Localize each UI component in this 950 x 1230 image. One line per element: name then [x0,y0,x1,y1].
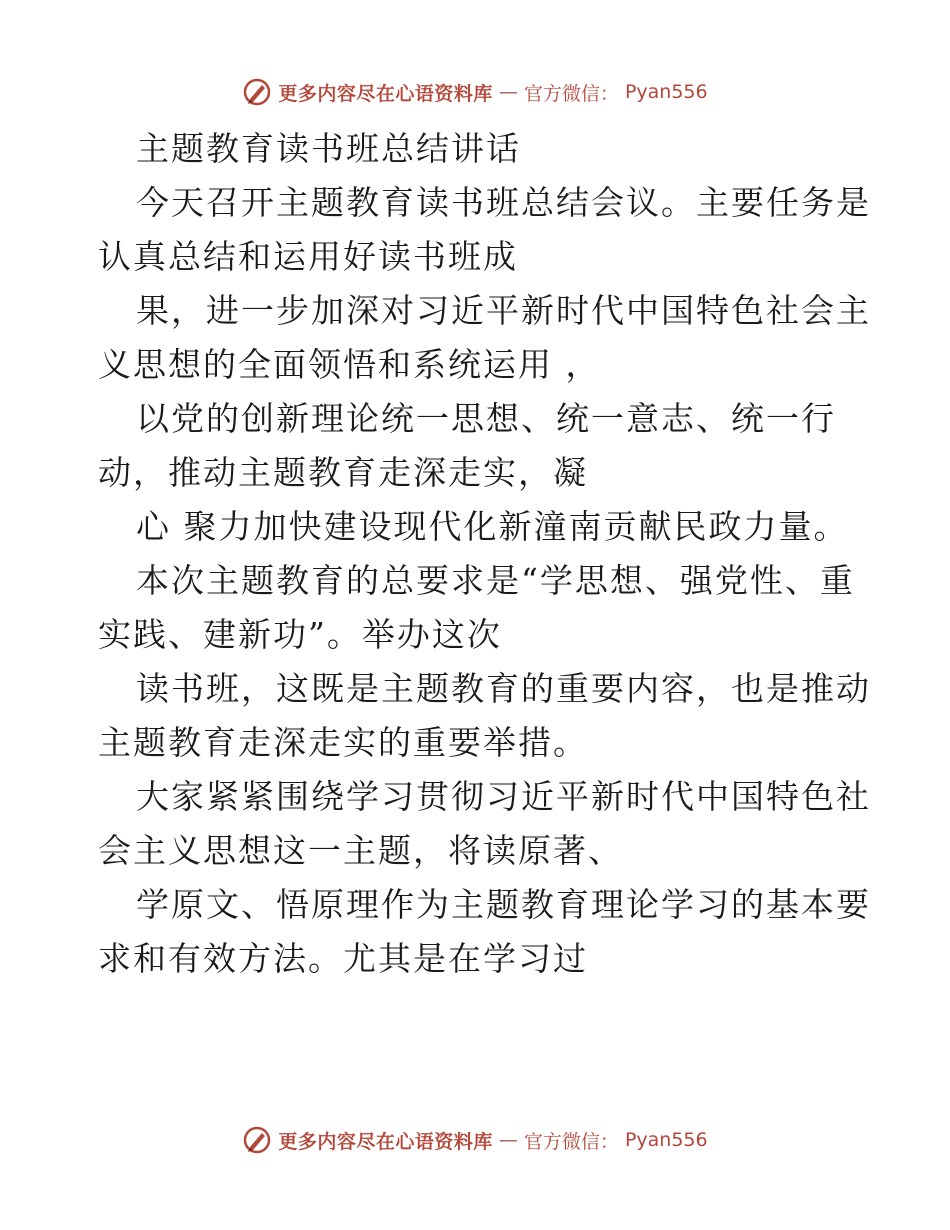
paragraph-line: 实践、建新功”。举办这次 [98,615,502,654]
paragraph-line: 本次主题教育的总要求是“学思想、强党性、重 [136,561,855,600]
paragraph-line: 今天召开主题教育读书班总结会议。主要任务是 [136,183,871,222]
pen-circle-logo-icon [242,1125,272,1155]
footer-brand-text: 更多内容尽在心语资料库 [278,1130,493,1153]
header-wechat-label: 官方微信： [523,82,619,105]
header-dash: — [498,81,518,103]
paragraph-line: 果，进一步加深对习近平新时代中国特色社会主 [136,291,871,330]
paragraph-line: 大家紧紧围绕学习贯彻习近平新时代中国特色社 [136,777,871,816]
paragraph-line: 认真总结和运用好读书班成 [98,237,518,276]
paragraph-line: 主题教育走深走实的重要举措。 [98,723,588,762]
document-body [98,122,871,986]
paragraph-line: 心 聚力加快建设现代化新潼南贡献民政力量。 [136,507,849,546]
paragraph-line: 以党的创新理论统一思想、统一意志、统一行 [136,399,836,438]
pen-circle-logo-icon [242,77,272,107]
header-wechat-id: Pyan556 [624,81,708,103]
header-banner [0,72,950,112]
paragraph-line: 学原文、悟原理作为主题教育理论学习的基本要 [136,885,871,924]
footer-wechat-label: 官方微信： [523,1130,619,1153]
footer-wechat-id: Pyan556 [624,1129,708,1151]
paragraph-line: 义思想的全面领悟和系统运用 ， [98,345,601,384]
header-brand-text: 更多内容尽在心语资料库 [278,82,493,105]
document-title: 主题教育读书班总结讲话 [136,129,521,168]
footer-dash: — [498,1129,518,1151]
paragraph-line: 读书班，这既是主题教育的重要内容，也是推动 [136,669,871,708]
paragraph-line: 求和有效方法。尤其是在学习过 [98,939,588,978]
paragraph-line: 会主义思想这一主题，将读原著、 [98,831,623,870]
paragraph-line: 动，推动主题教育走深走实，凝 [98,453,588,492]
footer-banner [0,1120,950,1160]
